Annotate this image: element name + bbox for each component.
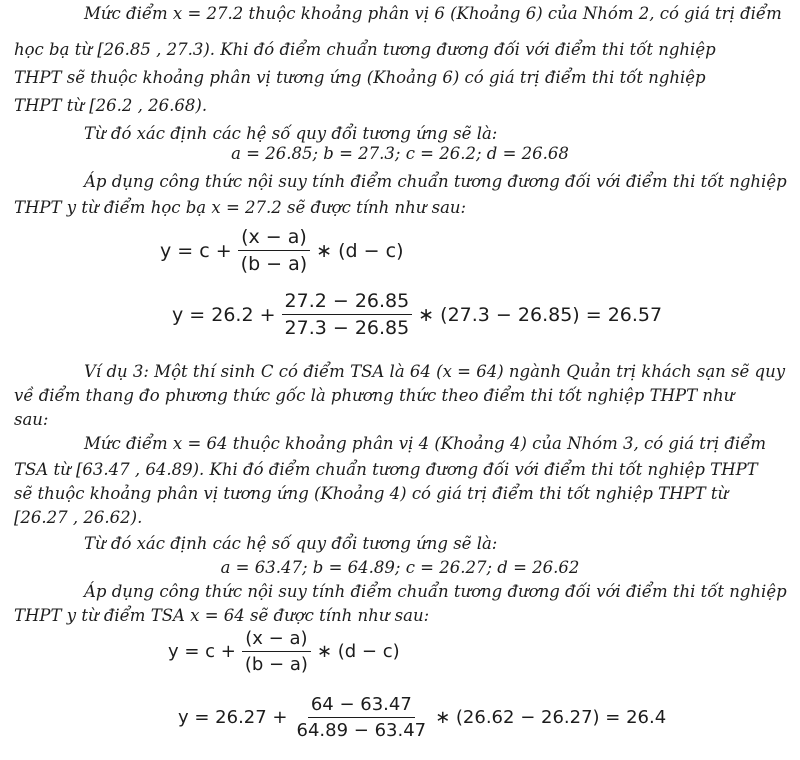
fraction-denominator: (b − a) <box>244 654 308 675</box>
paragraph-line: TSA từ [63.47 , 64.89). Khi đó điểm chuẩn tương đương đối với điểm thi tốt nghiệp THPT <box>14 460 758 479</box>
paragraph-line: sẽ thuộc khoảng phân vị tương ứng (Khoảng 4) có giá trị điểm thi tốt nghiệp THPT từ <box>14 484 729 503</box>
formula-rhs: ∗ (26.62 − 26.27) = 26.4 <box>435 707 667 728</box>
formula-worked-1 <box>172 290 662 339</box>
fraction-denominator: 27.3 − 26.85 <box>284 317 410 339</box>
paragraph-line: Áp dụng công thức nội suy tính điểm chuẩn tương đương đối với điểm thi tốt nghiệp <box>84 172 787 191</box>
paragraph-line: [26.27 , 26.62). <box>14 508 143 527</box>
formula-lhs: y = c + <box>168 641 236 662</box>
formula-rhs: ∗ (d − c) <box>316 239 404 262</box>
paragraph-line: Từ đó xác định các hệ số quy đổi tương ứng sẽ là: <box>84 534 498 553</box>
paragraph-line: THPT sẽ thuộc khoảng phân vị tương ứng (Khoảng 6) có giá trị điểm thi tốt nghiệp <box>14 68 706 87</box>
formula-lhs: y = 26.2 + <box>172 303 276 326</box>
fraction-denominator: 64.89 − 63.47 <box>296 720 427 741</box>
fraction-numerator: 64 − 63.47 <box>308 694 415 718</box>
fraction-numerator: 27.2 − 26.85 <box>282 290 413 315</box>
formula-fraction <box>238 226 311 275</box>
formula-fraction <box>282 290 413 339</box>
paragraph-line: Mức điểm x = 64 thuộc khoảng phân vị 4 (Khoảng 4) của Nhóm 3, có giá trị điểm <box>84 434 766 453</box>
paragraph-line: Từ đó xác định các hệ số quy đổi tương ứng sẽ là: <box>84 124 498 143</box>
formula-lhs: y = 26.27 + <box>178 707 288 728</box>
paragraph-line: về điểm thang đo phương thức gốc là phương thức theo điểm thi tốt nghiệp THPT như <box>14 386 735 405</box>
paragraph-line: Mức điểm x = 27.2 thuộc khoảng phân vị 6 (Khoảng 6) của Nhóm 2, có giá trị điểm <box>84 4 782 23</box>
paragraph-line: Áp dụng công thức nội suy tính điểm chuẩn tương đương đối với điểm thi tốt nghiệp <box>84 582 787 601</box>
formula-rhs: ∗ (27.3 − 26.85) = 26.57 <box>418 303 663 326</box>
paragraph-line: THPT y từ điểm TSA x = 64 sẽ được tính như sau: <box>14 606 430 625</box>
coefficients-line: a = 63.47; b = 64.89; c = 26.27; d = 26.62 <box>220 558 580 577</box>
paragraph-line: Ví dụ 3: Một thí sinh C có điểm TSA là 64 (x = 64) ngành Quản trị khách sạn sẽ quy <box>84 362 786 381</box>
formula-general-2 <box>168 628 400 675</box>
paragraph-line: sau: <box>14 410 49 429</box>
fraction-denominator: (b − a) <box>240 253 308 275</box>
formula-fraction <box>294 694 430 741</box>
formula-fraction <box>242 628 311 675</box>
formula-rhs: ∗ (d − c) <box>316 641 400 662</box>
paragraph-line: học bạ từ [26.85 , 27.3). Khi đó điểm chuẩn tương đương đối với điểm thi tốt nghiệp <box>14 40 716 59</box>
formula-general-1 <box>160 226 403 275</box>
fraction-numerator: (x − a) <box>242 628 310 652</box>
paragraph-line: THPT y từ điểm học bạ x = 27.2 sẽ được tính như sau: <box>14 198 467 217</box>
formula-worked-2 <box>178 694 666 741</box>
paragraph-line: THPT từ [26.2 , 26.68). <box>14 96 208 115</box>
fraction-numerator: (x − a) <box>238 226 310 251</box>
formula-lhs: y = c + <box>160 239 232 262</box>
coefficients-line: a = 26.85; b = 27.3; c = 26.2; d = 26.68 <box>231 144 569 163</box>
